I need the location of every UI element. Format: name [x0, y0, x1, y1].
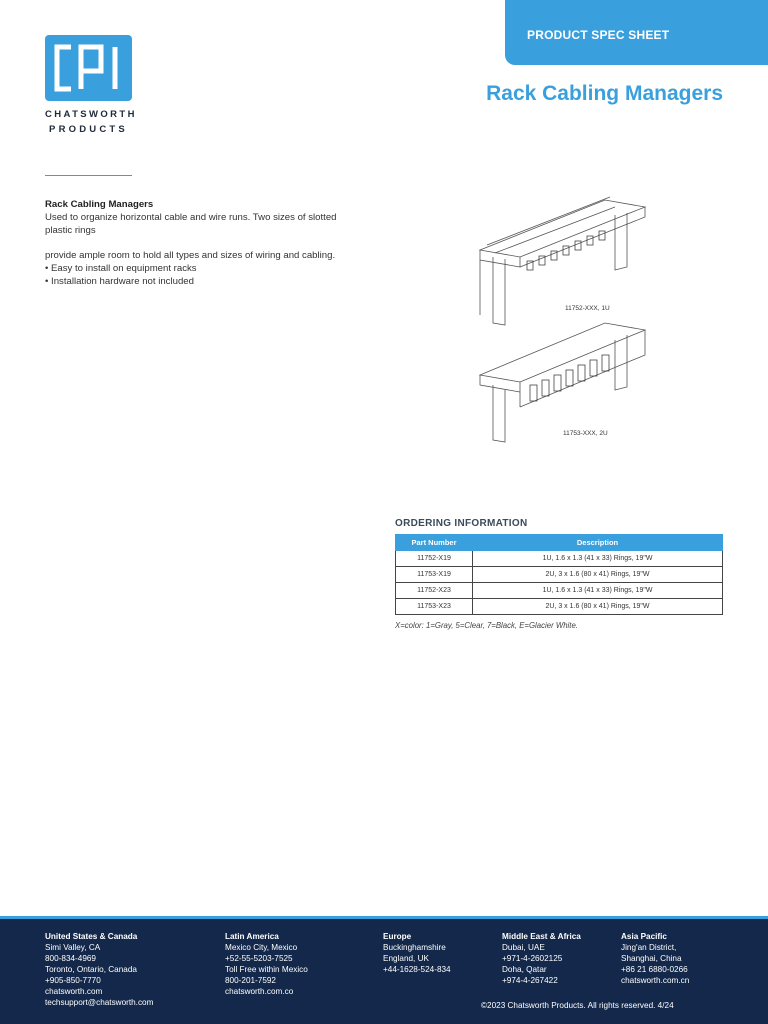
spec-sheet-label: PRODUCT SPEC SHEET: [527, 28, 670, 42]
column-header: Description: [473, 535, 723, 551]
footer-link[interactable]: techsupport@chatsworth.com: [45, 998, 154, 1007]
footer-line: Toll Free within Mexico: [225, 965, 308, 974]
logo-wordmark-2: PRODUCTS: [49, 124, 128, 135]
footer-line: 800-834-4969: [45, 954, 96, 963]
footer-line: England, UK: [383, 954, 429, 963]
part-number: 11752-X19: [396, 551, 473, 567]
footer-line: Shanghai, China: [621, 954, 682, 963]
region-heading: Middle East & Africa: [502, 932, 581, 941]
footer-line: +44-1628-524-834: [383, 965, 451, 974]
region-heading: Asia Pacific: [621, 932, 667, 941]
footer-line: Simi Valley, CA: [45, 943, 101, 952]
footer-line: +52-55-5203-7525: [225, 954, 293, 963]
footer-col-us: [45, 931, 153, 1008]
table-row: [396, 599, 723, 615]
ordering-table: [395, 534, 723, 615]
description-line-2: plastic rings: [45, 224, 96, 236]
product-description: [45, 199, 385, 289]
column-header: Part Number: [396, 535, 473, 551]
footer-line: Jing'an District,: [621, 943, 677, 952]
description-line-3: provide ample room to hold all types and sizes of wiring and cabling.: [45, 250, 336, 262]
description-line-1: Used to organize horizontal cable and wire runs. Two sizes of slotted: [45, 211, 337, 223]
footer-line: +974-4-267422: [502, 976, 558, 985]
copyright: ©2023 Chatsworth Products. All rights reserved. 4/24: [481, 1001, 674, 1010]
page-title: Rack Cabling Managers: [486, 82, 723, 105]
color-note: X=color: 1=Gray, 5=Clear, 7=Black, E=Glacier White.: [395, 621, 578, 630]
footer-col-europe: [383, 931, 451, 975]
footer-col-latam: [225, 931, 308, 997]
part-number: 11753-X19: [396, 567, 473, 583]
part-description: 1U, 1.6 x 1.3 (41 x 33) Rings, 19"W: [473, 583, 723, 599]
part-number: 11752-X23: [396, 583, 473, 599]
footer-col-apac: [621, 931, 689, 986]
footer-line: +971-4-2602125: [502, 954, 563, 963]
footer-col-mea: [502, 931, 581, 986]
bullet-item: • Installation hardware not included: [45, 275, 194, 287]
footer-line: Dubai, UAE: [502, 943, 545, 952]
accent-divider: [45, 175, 132, 176]
description-heading: Rack Cabling Managers: [45, 199, 154, 210]
ordering-title: ORDERING INFORMATION: [395, 518, 528, 529]
contact-footer: [0, 916, 768, 1024]
region-heading: United States & Canada: [45, 932, 138, 941]
footer-line: 800-201-7592: [225, 976, 276, 985]
figure-caption-2u: 11753-XXX, 2U: [563, 430, 608, 437]
footer-link[interactable]: chatsworth.com.co: [225, 987, 294, 996]
bullet-item: • Easy to install on equipment racks: [45, 263, 197, 275]
footer-line: Buckinghamshire: [383, 943, 446, 952]
figure-caption-1u: 11752-XXX, 1U: [565, 305, 610, 312]
region-heading: Latin America: [225, 932, 279, 941]
table-row: [396, 583, 723, 599]
footer-link[interactable]: chatsworth.com.cn: [621, 976, 690, 985]
spec-sheet-tab: [505, 0, 768, 65]
part-description: 2U, 3 x 1.6 (80 x 41) Rings, 19"W: [473, 599, 723, 615]
footer-line: +86 21 6880-0266: [621, 965, 688, 974]
footer-line: Mexico City, Mexico: [225, 943, 298, 952]
logo-wordmark-1: CHATSWORTH: [45, 109, 137, 120]
table-row: [396, 551, 723, 567]
part-description: 1U, 1.6 x 1.3 (41 x 33) Rings, 19"W: [473, 551, 723, 567]
table-row: [396, 567, 723, 583]
part-number: 11753-X23: [396, 599, 473, 615]
footer-line: +905-850-7770: [45, 976, 101, 985]
footer-line: Toronto, Ontario, Canada: [45, 965, 137, 974]
region-heading: Europe: [383, 932, 412, 941]
product-illustration: [475, 195, 655, 450]
part-description: 2U, 3 x 1.6 (80 x 41) Rings, 19"W: [473, 567, 723, 583]
footer-line: Doha, Qatar: [502, 965, 547, 974]
footer-link[interactable]: chatsworth.com: [45, 987, 103, 996]
cpi-logo: [45, 35, 132, 101]
